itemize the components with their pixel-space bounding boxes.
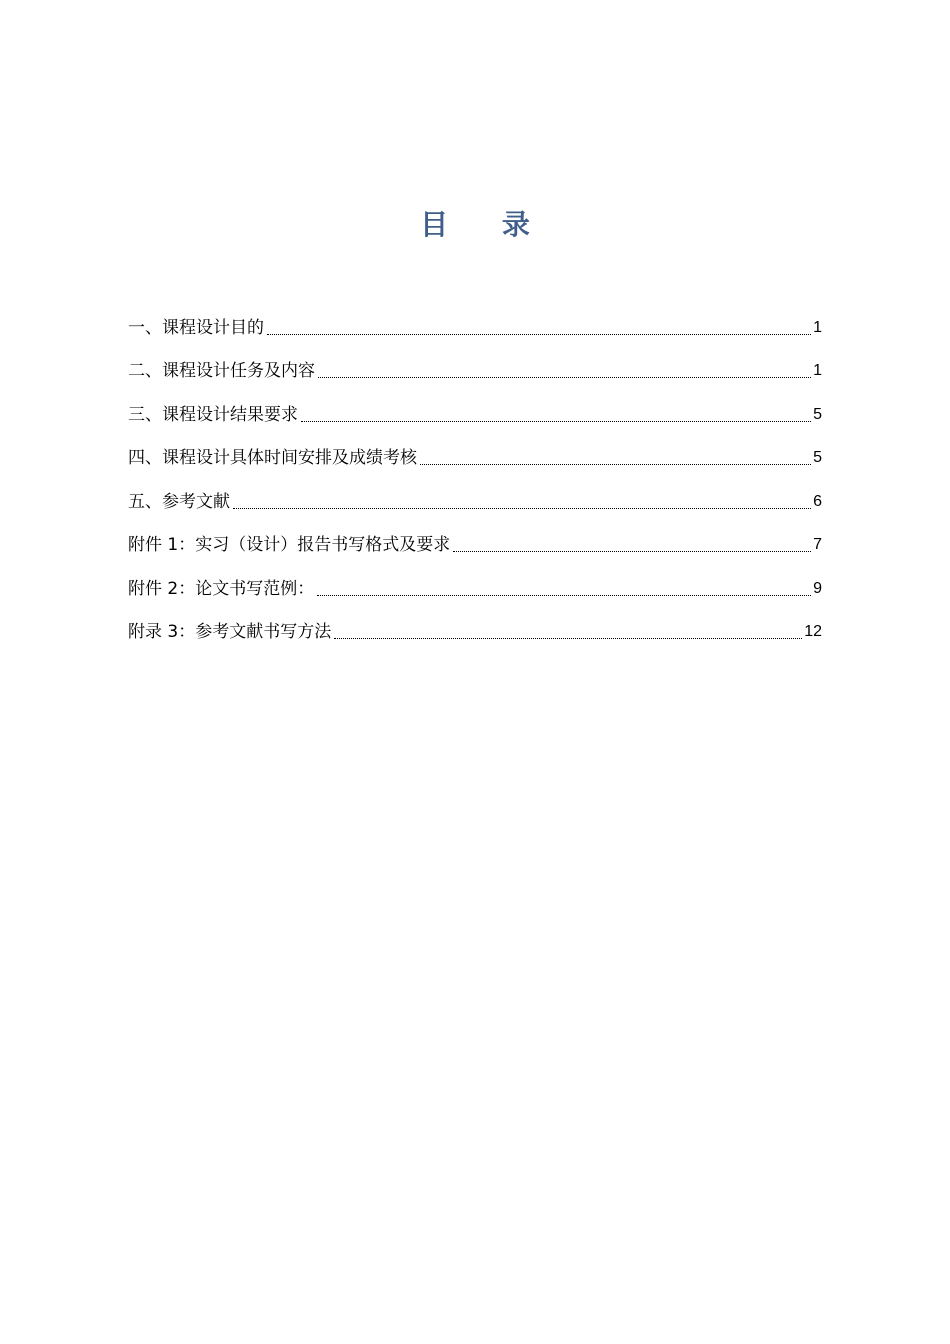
- toc-dot-leader: [318, 377, 811, 378]
- toc-entry-text: 五、参考文献: [128, 486, 231, 518]
- toc-dot-leader: [420, 464, 811, 465]
- toc-page-number: 7: [813, 536, 822, 553]
- toc-entry-text: 一、课程设计目的: [128, 312, 265, 344]
- toc-dot-leader: [233, 508, 811, 509]
- toc-entry-4[interactable]: [128, 431, 822, 475]
- toc-entry-text: 四、课程设计具体时间安排及成绩考核: [128, 442, 418, 474]
- toc-entry-2[interactable]: [128, 344, 822, 388]
- toc-entry-text: 三、课程设计结果要求: [128, 399, 299, 431]
- toc-entry-7[interactable]: [128, 561, 822, 605]
- toc-page-number: 6: [813, 492, 822, 510]
- table-of-contents: [128, 300, 822, 648]
- toc-page-number: 5: [813, 449, 822, 466]
- toc-page-number: 9: [813, 579, 822, 597]
- toc-entry-8[interactable]: [128, 605, 822, 649]
- toc-entry-3[interactable]: [128, 387, 822, 431]
- toc-dot-leader: [267, 334, 811, 335]
- toc-page-number: 1: [813, 362, 822, 379]
- toc-entry-text: 附件 2：论文书写范例：: [128, 573, 315, 605]
- toc-page-number: 12: [804, 623, 822, 640]
- toc-entry-1[interactable]: [128, 300, 822, 344]
- toc-entry-text: 附件 1：实习（设计）报告书写格式及要求: [128, 529, 451, 561]
- toc-page-number: 1: [813, 318, 822, 336]
- toc-entry-6[interactable]: [128, 518, 822, 562]
- toc-page-number: 5: [813, 405, 822, 423]
- toc-title: 目 录: [420, 208, 552, 241]
- toc-entry-text: 二、课程设计任务及内容: [128, 355, 316, 387]
- toc-dot-leader: [301, 421, 811, 422]
- toc-dot-leader: [453, 551, 811, 552]
- toc-entry-5[interactable]: [128, 474, 822, 518]
- toc-dot-leader: [317, 595, 811, 596]
- toc-entry-text: 附录 3：参考文献书写方法: [128, 616, 332, 648]
- toc-dot-leader: [334, 638, 802, 639]
